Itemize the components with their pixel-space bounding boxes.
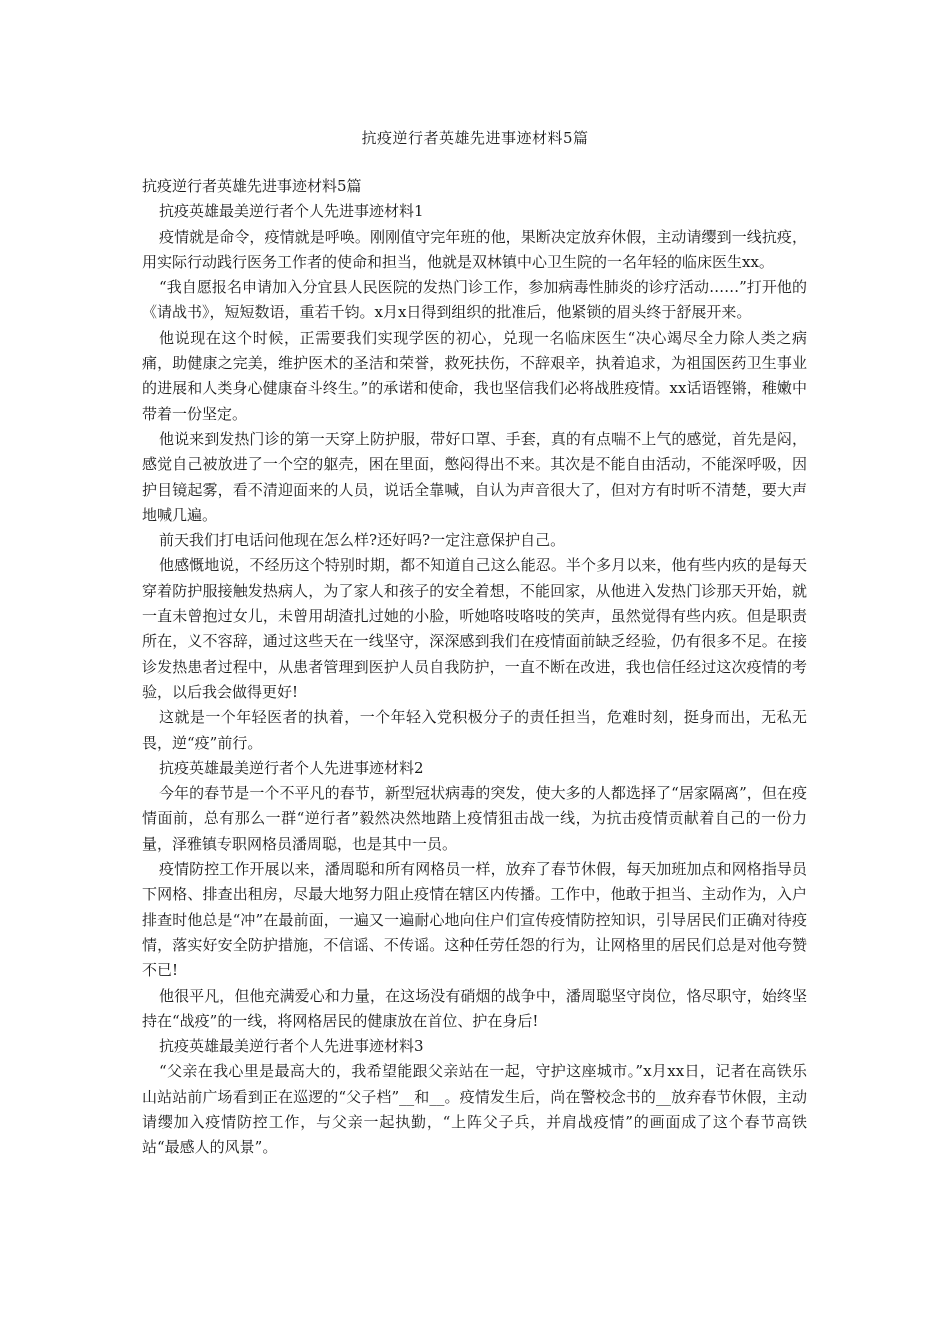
document-title: 抗疫逆行者英雄先进事迹材料5篇 — [361, 129, 589, 147]
paragraph: 这就是一个年轻医者的执着，一个年轻入党积极分子的责任担当，危难时刻，挺身而出，无私无畏，逆“疫”前行。 — [142, 708, 807, 752]
paragraph: 他说现在这个时候，正需要我们实现学医的初心，兑现一名临床医生“决心竭尽全力除人类之病痛，助健康之完美，维护医术的圣洁和荣誉，救死扶伤，不辞艰辛，执着追求，为祖国医药卫生事业的进展和人类身心健康奋斗终生。”的承诺和使命，我也坚信我们必将战胜疫情。xx话语铿锵，稚嫩中带着一份坚定。 — [142, 328, 807, 423]
section-heading-3: 抗疫英雄最美逆行者个人先进事迹材料3 — [159, 1037, 424, 1056]
paragraph: 前天我们打电话问他现在怎么样?还好吗?一定注意保护自己。 — [159, 531, 566, 550]
paragraph: “父亲在我心里是最高大的，我希望能跟父亲站在一起，守护这座城市。”x月xx日，记者在高铁乐山站站前广场看到正在巡逻的“父子档”__和__。疫情发生后，尚在警校念书的__放弃春节休假，主动请缨加入疫情防控工作，与父亲一起执勤，“上阵父子兵，并肩战疫情”的画面成了这个春节高铁站“最感人的风景”。 — [142, 1062, 807, 1157]
section-heading-2: 抗疫英雄最美逆行者个人先进事迹材料2 — [159, 758, 424, 777]
paragraph: 他说来到发热门诊的第一天穿上防护服，带好口罩、手套，真的有点喘不上气的感觉，首先是闷，感觉自己被放进了一个空的躯壳，困在里面，憋闷得出不来。其次是不能自由活动，不能深呼吸，因护目镜起雾，看不清迎面来的人员，说话全靠喊，自认为声音很大了，但对方有时听不清楚，要大声地喊几遍。 — [142, 429, 807, 524]
body-heading: 抗疫逆行者英雄先进事迹材料5篇 — [142, 177, 362, 195]
paragraph: 疫情就是命令，疫情就是呼唤。刚刚值守完年班的他，果断决定放弃休假，主动请缨到一线抗疫，用实际行动践行医务工作者的使命和担当，他就是双林镇中心卫生院的一名年轻的临床医生xx。 — [142, 227, 807, 271]
paragraph: 今年的春节是一个不平凡的春节，新型冠状病毒的突发，使大多的人都选择了“居家隔离”，但在疫情面前，总有那么一群“逆行者”毅然决然地踏上疫情狙击战一线，为抗击疫情贡献着自己的一份力量，泽雅镇专职网格员潘周聪，也是其中一员。 — [142, 784, 807, 853]
document-body — [142, 174, 807, 1161]
section-heading-1: 抗疫英雄最美逆行者个人先进事迹材料1 — [159, 202, 424, 221]
paragraph: 他感慨地说，不经历这个特别时期，都不知道自己这么能忍。半个多月以来，他有些内疚的是每天穿着防护服接触发热病人，为了家人和孩子的安全着想，不能回家，从他进入发热门诊那天开始，就一直未曾抱过女儿，未曾用胡渣扎过她的小脸，听她咯吱咯吱的笑声，虽然觉得有些内疚。但是职责所在，义不容辞，通过这些天在一线坚守，深深感到我们在疫情面前缺乏经验，仍有很多不足。在接诊发热患者过程中，从患者管理到医护人员自我防护，一直不断在改进，我也信任经过这次疫情的考验，以后我会做得更好! — [142, 556, 807, 701]
paragraph: 疫情防控工作开展以来，潘周聪和所有网格员一样，放弃了春节休假，每天加班加点和网格指导员下网格、排查出租房，尽最大地努力阻止疫情在辖区内传播。工作中，他敢于担当、主动作为，入户排查时他总是“冲”在最前面，一遍又一遍耐心地向住户们宣传疫情防控知识，引导居民们正确对待疫情，落实好安全防护措施，不信谣、不传谣。这种任劳任怨的行为，让网格里的居民们总是对他夸赞不已! — [142, 860, 807, 980]
paragraph: 他很平凡，但他充满爱心和力量，在这场没有硝烟的战争中，潘周聪坚守岗位，恪尽职守，始终坚持在“战疫”的一线，将网格居民的健康放在首位、护在身后! — [142, 986, 807, 1030]
paragraph: “我自愿报名申请加入分宜县人民医院的发热门诊工作，参加病毒性肺炎的诊疗活动……”打开他的《请战书》，短短数语，重若千钧。x月x日得到组织的批准后，他紧锁的眉头终于舒展开来。 — [142, 278, 807, 322]
